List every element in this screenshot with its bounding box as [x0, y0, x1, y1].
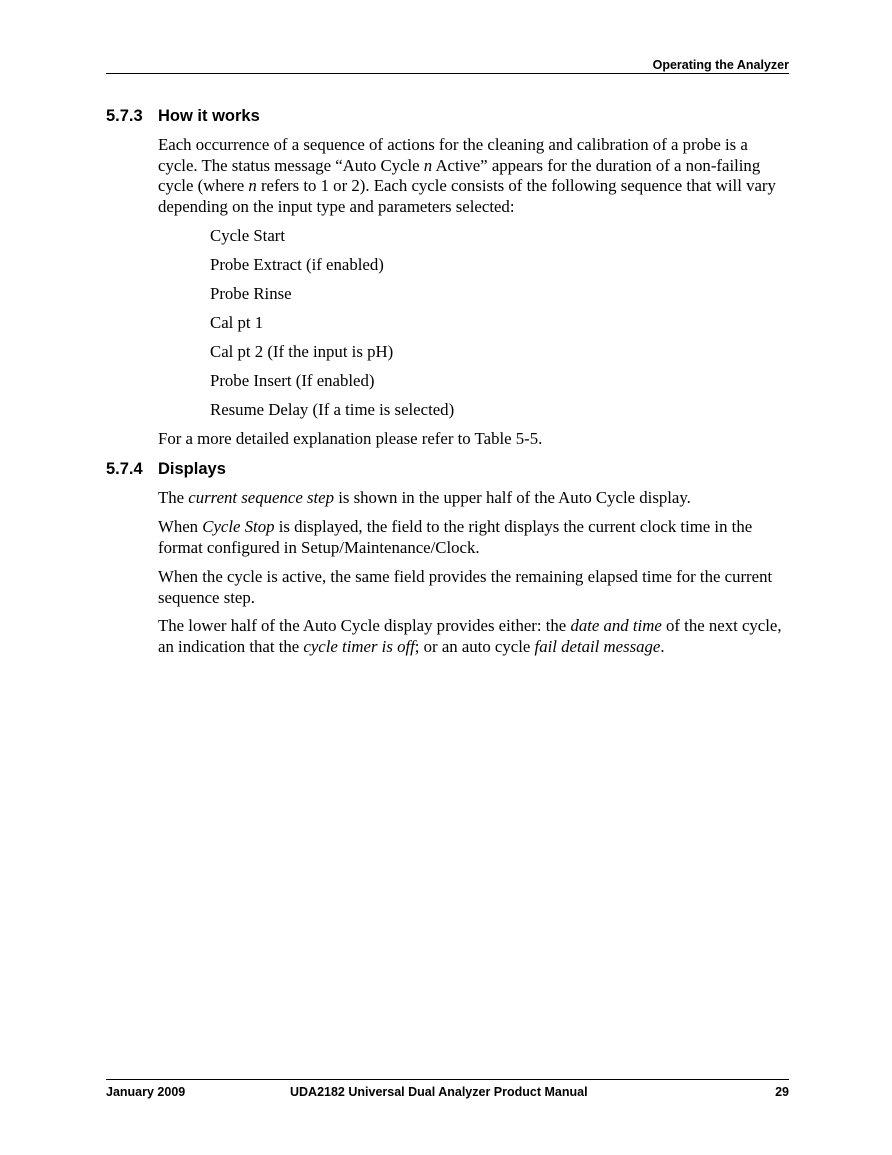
step-item: Probe Insert (If enabled) [210, 371, 375, 390]
italic-run: cycle timer is off [303, 636, 415, 656]
section-title: How it works [158, 107, 260, 125]
displays-paragraph-3: When the cycle is active, the same field provides the remaining elapsed time for the current sequence step. [158, 567, 773, 607]
section-number: 5.7.4 [106, 460, 143, 478]
italic-run: fail detail message [534, 636, 661, 656]
step-item: Cycle Start [210, 226, 286, 245]
displays-paragraph-4 [158, 616, 790, 657]
italic-run: current sequence step [188, 488, 334, 507]
step-item: Probe Rinse [210, 284, 292, 303]
displays-paragraph-1 [158, 488, 790, 509]
text-run: The lower half of the Auto Cycle display provides either: the [158, 616, 571, 635]
intro-text-2: Active” appears for the duration of a non-failing cycle (where [158, 155, 761, 195]
text-run: is shown in the upper half of the Auto Cycle display. [334, 488, 691, 507]
text-run: When [158, 517, 203, 536]
step-item: Cal pt 2 (If the input is pH) [210, 342, 394, 361]
step-item: Cal pt 1 [210, 313, 264, 332]
section-number: 5.7.3 [106, 107, 143, 125]
step-item: Resume Delay (If a time is selected) [210, 400, 455, 419]
text-run: of the next cycle, an indication that the [158, 616, 782, 656]
page-header [106, 57, 789, 74]
intro-text-1: Each occurrence of a sequence of actions for the cleaning and calibration of a probe is a cycle. The status message “Auto Cycle [158, 135, 748, 175]
text-run: ; or an auto cycle [414, 636, 535, 656]
outro-paragraph: For a more detailed explanation please refer to Table 5-5. [158, 429, 543, 448]
displays-paragraph-2 [158, 517, 790, 558]
step-item: Probe Extract (if enabled) [210, 255, 384, 274]
header-title: Operating the Analyzer [652, 58, 789, 72]
italic-run: Cycle Stop [202, 517, 275, 536]
page-footer [106, 1079, 789, 1102]
section-title: Displays [158, 460, 226, 478]
italic-run: date and time [570, 616, 662, 635]
text-run: . [660, 636, 665, 656]
section-heading-573 [106, 106, 260, 126]
intro-italic-n-2: n [248, 176, 257, 195]
text-run: is displayed, the field to the right displays the current clock time in the format configured in Setup/Maintenance/Clock. [158, 517, 753, 557]
text-run: The [158, 488, 189, 507]
intro-italic-n-1: n [423, 155, 433, 175]
footer-page-number: 29 [775, 1085, 789, 1099]
intro-paragraph [158, 135, 790, 217]
footer-date: January 2009 [106, 1085, 186, 1099]
footer-manual-title: UDA2182 Universal Dual Analyzer Product Manual [290, 1085, 588, 1099]
intro-text-3: refers to 1 or 2). Each cycle consists of the following sequence that will vary depending on the input type and parameters selected: [158, 176, 776, 216]
section-heading-574 [106, 459, 226, 479]
